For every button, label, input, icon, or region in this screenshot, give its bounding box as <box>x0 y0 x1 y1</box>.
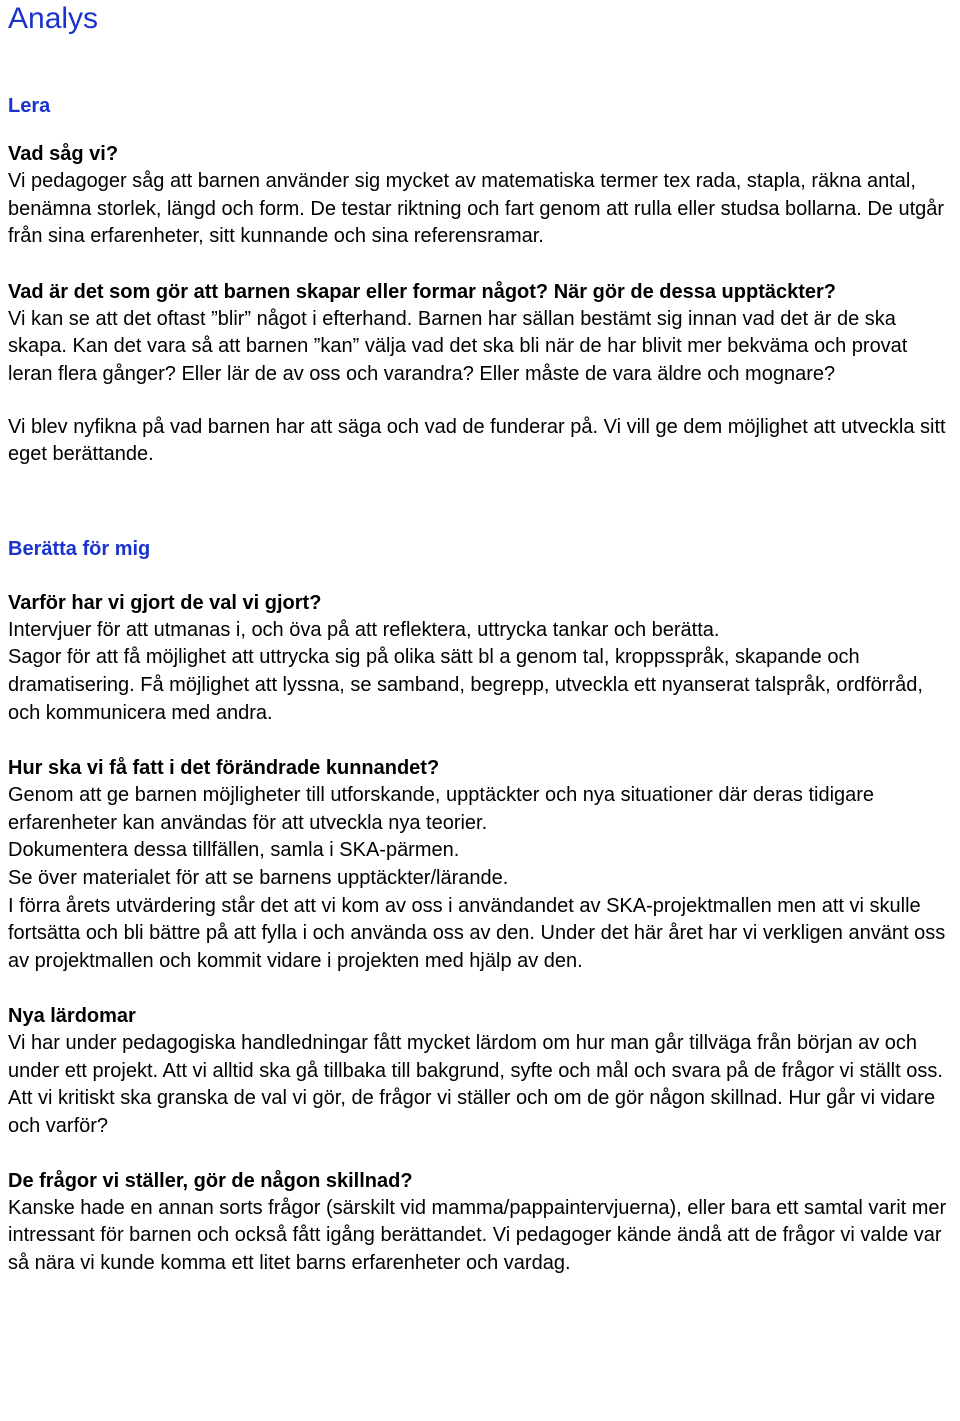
paragraph: Vi blev nyfikna på vad barnen har att säga och vad de funderar på. Vi vill ge dem möjlighet att utveckla sitt eget berättande. <box>8 415 946 466</box>
block-fragor-skillnad <box>8 1167 952 1278</box>
block-varfor-val <box>8 589 952 727</box>
section-title-beratta-for-mig: Berätta för mig <box>8 537 151 560</box>
paragraph: Intervjuer för att utmanas i, och öva på att reflektera, uttrycka tankar och berätta. <box>8 618 720 641</box>
question-heading: Nya lärdomar <box>8 1005 136 1028</box>
paragraph: I förra årets utvärdering står det att vi kom av oss i användandet av SKA-projektmallen men att vi skulle fortsätta och bli bättre på att fylla i och använda oss av den. Under det här året har vi verkligen använt oss av projektmallen och kommit vidare i projekten med hjälp av den. <box>8 894 946 972</box>
paragraph: Sagor för att få möjlighet att uttrycka sig på olika sätt bl a genom tal, kroppsspråk, skapande och dramatisering. Få möjlighet att lyssna, se samband, begrepp, utveckla ett nyanserat talspråk, ordförråd, och kommunicera med andra. <box>8 646 923 724</box>
question-heading: De frågor vi ställer, gör de någon skillnad? <box>8 1169 413 1192</box>
paragraph: Se över materialet för att se barnens upptäckter/lärande. <box>8 866 509 889</box>
question-heading: Varför har vi gjort de val vi gjort? <box>8 591 322 614</box>
block-nya-lardomar <box>8 1002 952 1140</box>
page-title: Analys <box>8 2 99 35</box>
paragraph: Vi kan se att det oftast ”blir” något i efterhand. Barnen har sällan bestämt sig innan vad det är de ska skapa. Kan det vara så att barnen ”kan” välja vad det ska bli när de har blivit mer bekväma och provat leran flera gånger? Eller lär de av oss och varandra? Eller måste de vara äldre och mognare? <box>8 307 908 385</box>
question-heading: Vad såg vi? <box>8 143 119 165</box>
block-skapar-formar <box>8 278 952 389</box>
paragraph: Vi har under pedagogiska handledningar fått mycket lärdom om hur man går tillväga från början av och under ett projekt. Att vi alltid ska gå tillbaka till bakgrund, syfte och mål och svara på de frågor vi ställt oss. Att vi kritiskt ska granska de val vi gör, de frågor vi ställer och om de gör någon skillnad. Hur går vi vidare och varför? <box>8 1032 943 1138</box>
paragraph: Kanske hade en annan sorts frågor (särskilt vid mamma/pappaintervjuerna), eller bara ett samtal varit mer intressant för barnen och också fått igång berättandet. Vi pedagoger kände ändå att de frågor vi valde var så nära vi kunde komma ett litet barns erfarenheter och vardag. <box>8 1196 947 1274</box>
section-title-lera: Lera <box>8 95 51 117</box>
paragraph: Genom att ge barnen möjligheter till utforskande, upptäckter och nya situationer där deras tidigare erfarenheter kan användas för att utveckla nya teorier. <box>8 784 875 834</box>
question-heading: Vad är det som gör att barnen skapar eller formar något? När gör de dessa upptäckter? <box>8 280 837 303</box>
block-forandrade-kunnandet <box>8 754 952 975</box>
block-vad-sag-vi <box>8 140 952 251</box>
paragraph: Dokumentera dessa tillfällen, samla i SKA-pärmen. <box>8 839 460 862</box>
question-heading: Hur ska vi få fatt i det förändrade kunnandet? <box>8 757 440 780</box>
paragraph: Vi pedagoger såg att barnen använder sig mycket av matematiska termer tex rada, stapla, räkna antal, benämna storlek, längd och form. De testar riktning och fart genom att rulla eller studsa bollarna. De utgår från sina erfarenheter, sitt kunnande och sina referensramar. <box>8 170 945 248</box>
block-nyfikna <box>8 414 952 469</box>
